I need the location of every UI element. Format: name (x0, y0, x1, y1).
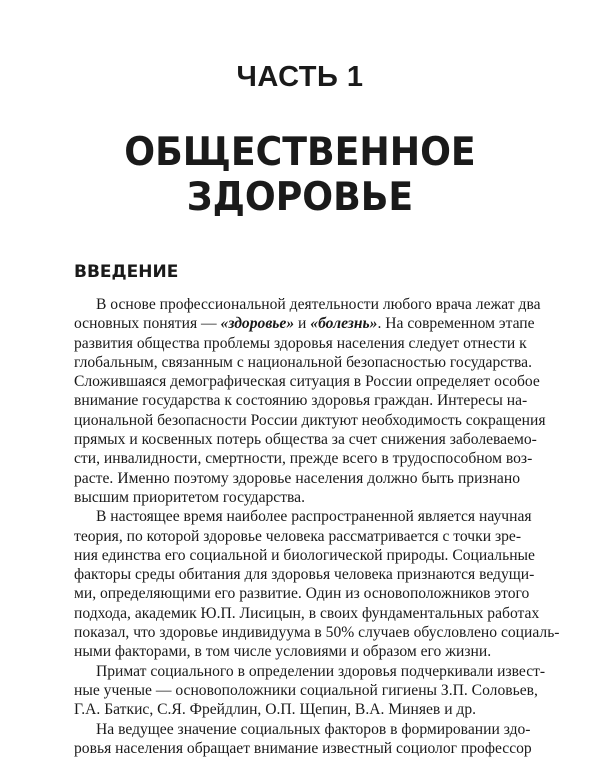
part-title: ОБЩЕСТВЕННОЕ ЗДОРОВЬЕ (124, 130, 476, 220)
text-line: развития общества проблемы здоровья населения следует отнести к (74, 334, 527, 352)
text-line: Г.А. Баткис, С.Я. Фрейдлин, О.П. Щепин, В.А. Миняев и др. (74, 701, 477, 719)
text-line: факторы среды обитания для здоровья человека признаются ведущи- (74, 566, 535, 584)
text-fragment: основных понятия — (74, 315, 221, 333)
text-line: теория, по которой здоровье человека рассматривается с точки зре- (74, 527, 522, 545)
text-line: внимание государства к состоянию здоровья граждан. Интересы на- (74, 392, 528, 410)
term-health: «здоровье» (220, 315, 295, 333)
text-fragment: и (294, 315, 311, 333)
text-line: подхода, академик Ю.П. Лисицын, в своих фундаментальных работах (74, 604, 540, 622)
part-label: ЧАСТЬ 1 (236, 61, 364, 93)
body-text (74, 295, 560, 758)
text-line: расте. Именно поэтому здоровье населения должно быть признано (74, 469, 520, 487)
text-line: Примат социального в определении здоровья подчеркивали извест- (96, 662, 546, 680)
text-line: В настоящее время наиболее распространенной является научная (96, 508, 532, 526)
text-line: ными факторами, в том числе условиями и образом его жизни. (74, 643, 492, 661)
text-line (74, 314, 535, 333)
text-line: глобальным, связанным с национальной безопасностью государства. (74, 353, 532, 371)
text-fragment: . На современном этапе (377, 315, 535, 333)
text-line: Сложившаяся демографическая ситуация в России определяет особое (74, 373, 540, 391)
text-line: На ведущее значение социальных факторов в формировании здо- (96, 720, 531, 738)
text-line: В основе профессиональной деятельности любого врача лежат два (96, 296, 541, 313)
text-line: ния единства его социальной и биологической природы. Социальные (74, 546, 535, 564)
text-line: высшим приоритетом государства. (74, 488, 306, 506)
text-line: сти, инвалидности, смертности, прежде всего в трудоспособном воз- (74, 450, 533, 468)
text-line: ровья населения обращает внимание известный социолог профессор (74, 739, 532, 757)
text-line: ные ученые — основоположники социальной гигиены З.П. Соловьев, (74, 681, 538, 699)
text-line: ми, определяющими его развитие. Один из основоположников этого (74, 585, 530, 603)
text-line: показал, что здоровье индивидуума в 50% случаев обусловлено социаль- (74, 624, 560, 642)
text-line: циональной безопасности России диктуют необходимость сокращения (74, 411, 546, 429)
term-disease: «болезнь» (310, 315, 378, 333)
text-line: прямых и косвенных потерь общества за счет снижения заболеваемо- (74, 431, 537, 449)
section-heading: ВВЕДЕНИЕ (74, 262, 179, 282)
